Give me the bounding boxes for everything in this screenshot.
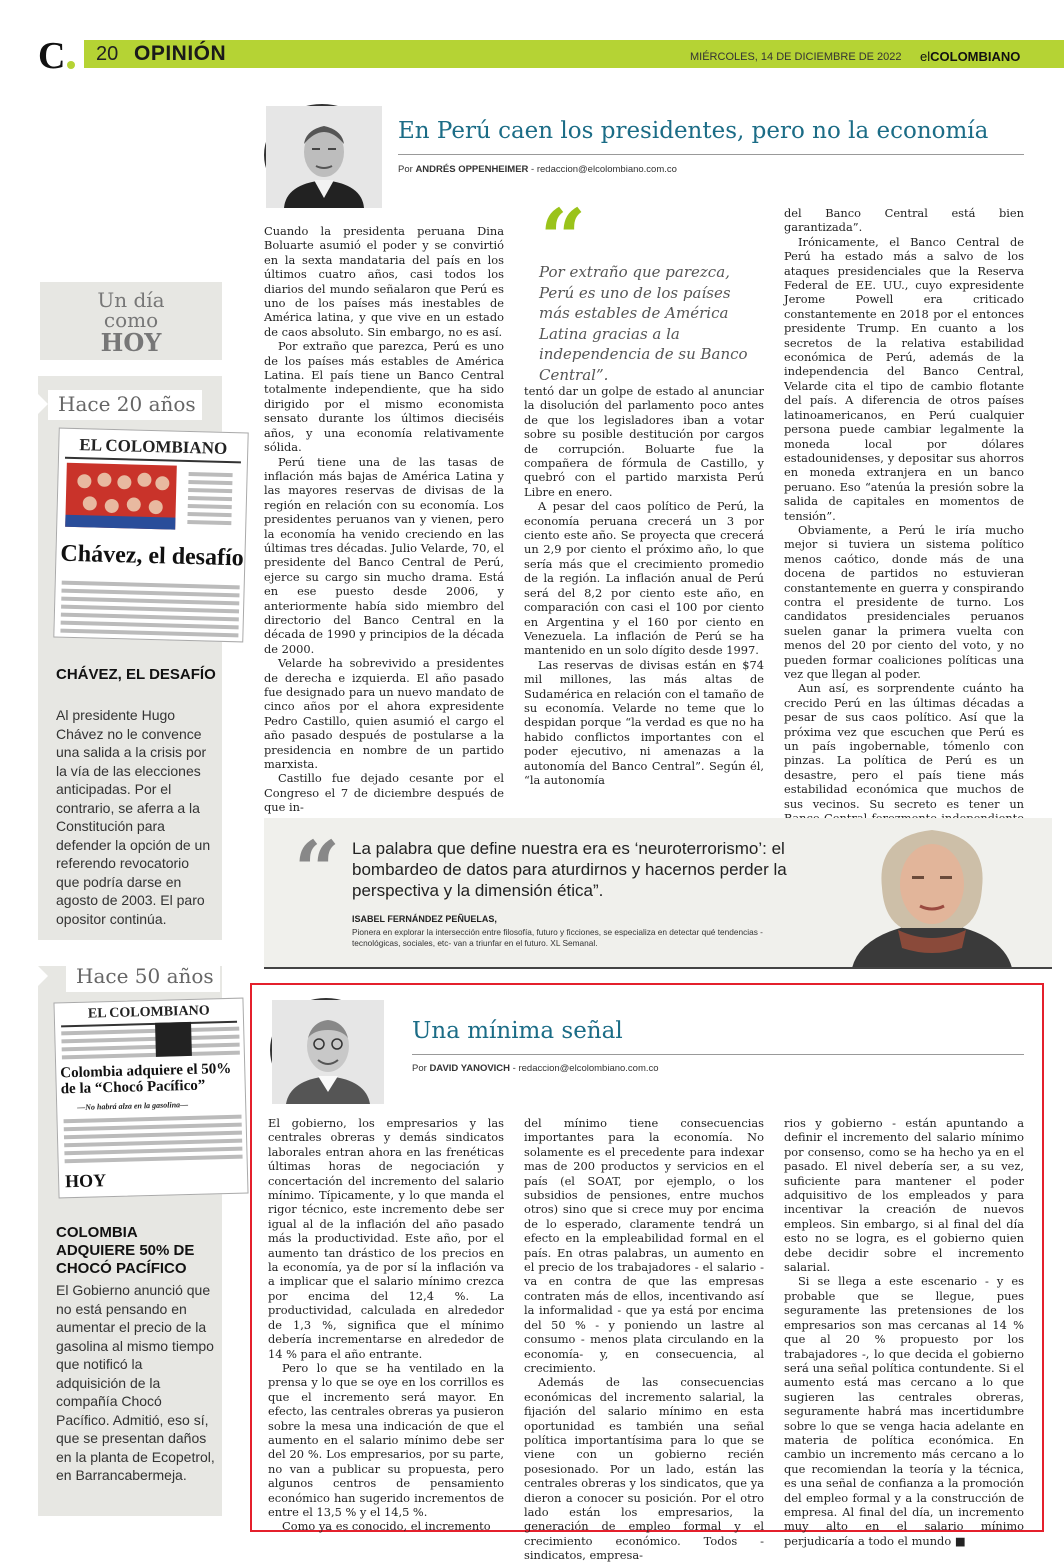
- author-photo: [264, 104, 380, 206]
- title-divider: [398, 154, 1024, 155]
- article-column-3: [784, 206, 1024, 811]
- author-portrait-icon: [266, 106, 382, 208]
- article-column-2: [524, 1116, 764, 1563]
- section-header-bar: [84, 40, 1064, 68]
- paragraph: Obviamente, a Perú le iría mucho mejor si tuviera un sistema político menos caótico, donde más de una docena de partidos no estuvieran constantemente en guerra y conspirando contra el presidente de turno. Los candidatos presidenciales peruanos suelen ganar la primera vuelta con menos del 20 por ciento del voto, y no pueden formar coaliciones políticas una vez que llegan al poder.: [784, 522, 1024, 681]
- paragraph: El gobierno, los empresarios y las centrales obreras y demás sindicatos laborales entran ahora en las frenéticas últimas horas de negociación y concertación del incremento del salario mínimo. Típicamente, y lo que manda el rigor técnico, este incremento debe ser igual al de la inflación del año pasado más la productividad. Este año, por el aumento tan drástico de los precios en la economía, ya de por sí la inflación va a implicar que el salario mínimo crezca por encima del 12,4 %. La productividad, calculada en alrededor de 1,3 %, significa que el mínimo debería incrementarse en alrededor de 14 % para el año entrante.: [268, 1116, 504, 1361]
- paragraph: Aun así, es sorprendente cuánto ha crecido Perú en las últimas décadas a pesar de sus caos político. Así que la próxima vez que escuchen que Perú es un país ingobernable, tómenlo con pinzas. La política de Perú es un desastre, pero el país tiene más estabilidad económica que muchos de sus vecinos. Su secreto es tener un: [784, 681, 1024, 811]
- author-email: - redaccion@elcolombiano.com.co: [512, 1063, 659, 1074]
- quote-author-description: Pionera en explorar la intersección entre filosofía, futuro y ficciones, se especializa en detectar qué tendencias -tecnológicas, sociales, etc- van a triunfar en el futuro. XL Semanal.: [352, 927, 763, 948]
- article-byline: [412, 1063, 659, 1074]
- sidebar-tab-20-years: Hace 20 años: [48, 390, 202, 420]
- paragraph: rios y gobierno - están apuntando a definir el incremento del salario mínimo por consenso, como se ha hecho ya en el pasado. El nivel debería ser, a su vez, suficiente para mantener el poder adquisitivo de los empleados y para incentivar la creación de nuevos empleos. Sin embargo, si al final del día esto no se logra, es el gobierno quien debe decidir sobre el incremento salarial.: [784, 1116, 1024, 1275]
- quote-author-photo: [812, 818, 1052, 968]
- paragraph: Castillo fue dejado cesante por el Congreso el 7 de diciembre después de que in-: [264, 771, 504, 815]
- clipping-corner-label: HOY: [64, 1170, 107, 1192]
- article-title: En Perú caen los presidentes, pero no la economía: [398, 118, 989, 144]
- newspaper-clipping-1972: [53, 998, 248, 1199]
- byline-prefix: Por: [412, 1063, 427, 1074]
- sidebar-item-body: El Gobierno anunció que no está pensando en aumentar el precio de la gasolina al mismo tiempo que notificó la adquisición de la compañía Chocó Pacífico. Admitió, eso sí, que se presentan daños en la planta de Ecopetrol, en Barrancabermeja.: [56, 1282, 215, 1483]
- sidebar-item-title: COLOMBIA ADQUIERE 50% DE CHOCÓ PACÍFICO: [56, 1224, 195, 1277]
- byline-prefix: Por: [398, 164, 413, 175]
- author-photo: [270, 998, 382, 1102]
- quote-box-divider: [264, 967, 1052, 969]
- paragraph: Perú tiene una de las tasas de inflación más bajas de América Latina y las mayores reservas de divisas de la región en relación con su economía. Los presidentes peruanos van y vienen, pero la economía ha venido creciendo en las últimas tres décadas. Julio Velarde, 70, el presidente del Banco Central de Perú, ejerce su cargo sin mucho drama. Está en ese puesto desde 2006, y anteriormente había sido miembro del directorio del Banco Central en la década de 1990 y principios de la década de 2000.: [264, 454, 504, 656]
- title-divider: [412, 1054, 1024, 1055]
- section-title: OPINIÓN: [134, 42, 227, 65]
- clipping-headline: Colombia adquiere el 50% de la “Chocó Pacífico”: [60, 1060, 232, 1098]
- quote-mark-icon: “: [540, 191, 587, 285]
- article-column-3: [784, 1116, 1024, 1548]
- sidebar-heading-line3: HOY: [100, 328, 162, 357]
- article-title: Una mínima señal: [412, 1018, 623, 1044]
- paragraph: Por extraño que parezca, Perú es uno de los países más estables de América Latina. El país tiene un Banco Central totalmente independiente, que ha sido dirigido por el mismo economista sensato durante los últimos dieciséis años, y una economía relativamente sólida.: [264, 339, 504, 455]
- author-name: ANDRÉS OPPENHEIMER: [415, 164, 529, 175]
- sidebar-tab-50-years: Hace 50 años: [66, 962, 220, 992]
- article-byline: [398, 164, 677, 175]
- quote-author: ISABEL FERNÁNDEZ PEÑUELAS,: [352, 914, 497, 924]
- elcolombiano-logo-icon: [38, 35, 78, 77]
- tab-notch-icon: [38, 966, 48, 986]
- brand-name: elCOLOMBIANO: [920, 49, 1021, 64]
- sidebar-heading: [40, 282, 222, 360]
- issue-date: MIÉRCOLES, 14 DE DICIEMBRE DE 2022: [690, 51, 902, 63]
- paragraph: Además de las consecuencias económicas del incremento salarial, la fijación del salario mínimo en esta oportunidad es también una señal política importantísima para lo que se viene con un gobierno recién posesionado. Por un lado, están las centrales obreras y los sindicatos, que ya dieron a conocer su posición. Por el otro lado están los empresarios, la generación de empleo formal y el crecimiento económico. Todos - sindicatos, empresa-: [524, 1375, 764, 1563]
- logo-letter: C: [38, 35, 66, 77]
- article-column-1: [264, 224, 504, 815]
- tab-notch-icon: [38, 394, 48, 414]
- featured-quote-text: La palabra que define nuestra era es ‘neuroterrorismo’: el bombardeo de datos para aturdirnos y hacernos perder la perspectiva y la dimensión ética”.: [352, 839, 787, 900]
- clipping-masthead: EL COLOMBIANO: [79, 435, 228, 458]
- author-name: DAVID YANOVICH: [429, 1063, 511, 1074]
- article-column-2: [524, 384, 764, 798]
- author-portrait-icon: [272, 1000, 384, 1104]
- clipping-photo-icon: [155, 1022, 192, 1057]
- author-email: - redaccion@elcolombiano.com.co: [531, 164, 677, 175]
- pull-quote: Por extraño que parezca, Perú es uno de los países más estables de América Latina gracias a la independencia de su Banco Central”.: [539, 263, 748, 384]
- paragraph: Velarde ha sobrevivido a presidentes de derecha e izquierda. El año pasado fue designado para un nuevo mandato de cinco años por el ahora expresidente Pedro Castillo, quien asumió el cargo el año pasado después de postularse a la presidencia en nombre de un partido marxista.: [264, 656, 504, 772]
- paragraph: Cuando la presidenta peruana Dina Boluarte asumió el poder y se convirtió en la sexta mandataria del país en los últimos cuatro años, casi todos los diarios del mundo señalaron que Perú es uno de los países más inestables de América latina, y que vive en un estado de caos absoluto. Sin embargo, no es así.: [264, 224, 504, 339]
- paragraph: Pero lo que se ha ventilado en la prensa y lo que se oye en los corrillos es que el incremento será mayor. En efecto, las centrales obreras ya pusieron sobre la mesa una indicación de que el aumento en el salario mínimo debe ser del 20 %. Los empresarios, por su parte, no van a publicar su propuesta, pero algunos centros de pensamiento económico han sugerido incrementos de entre el 13,5 % y el 14,5 %.: [268, 1360, 504, 1519]
- clipping-headline: Chávez, el desafío: [60, 540, 245, 572]
- sidebar-heading-line1: Un día: [97, 288, 165, 312]
- clipping-masthead: EL COLOMBIANO: [87, 1003, 210, 1022]
- sidebar-item-title: CHÁVEZ, EL DESAFÍO: [56, 666, 216, 683]
- paragraph: del Banco Central está bien garantizada”.: [784, 206, 1024, 235]
- paragraph: A pesar del caos político de Perú, la economía peruana crecerá un 3 por ciento este año. Se proyecta que crecerá un 2,9 por ciento el próximo año, lo que sería más que el crecimiento promedio de la región. La inflación anual de Perú será del 8,2 por ciento este año, en comparación con casi el 100 por ciento en Argentina y el 160 por ciento en Venezuela. La inflación de Perú se ha mantenido en un solo dígito desde 1997.: [524, 499, 764, 658]
- paragraph: Como ya es conocido, el incremento: [282, 1519, 491, 1534]
- page-number: 20: [96, 43, 119, 65]
- woman-portrait-icon: [812, 818, 1052, 968]
- quote-mark-icon: “: [294, 823, 341, 917]
- paragraph: Si se llega a este escenario - y es probable que se llegue, pues seguramente las pretensiones de los empresarios son mas cercanas al 14 % que al 20 % propuesto por los trabajadores -, lo que decida el gobierno será una señal política contundente. Si el aumento está mas cercano a lo que sugieren las centrales obreras, seguramente habrá mas incertidumbre sobre lo que se venga hacia adelante en materia de política económica. En cambio un incremento más cercano a lo que recomiendan la teoría y la técnica, es una señal de confianza a la promoción del empleo formal y a la construcción de empresa. Al final del día, un incremento muy alto en el salario mínimo perjudicaría a todo el mundo ■: [784, 1274, 1024, 1548]
- sidebar-item-body: Al presidente Hugo Chávez no le convence una salida a la crisis por la vía de las elecciones anticipadas. Por el contrario, se aferra a la Constitución para defender la opción de un referendo revocatorio que podría darse en agosto de 2003. El paro opositor continúa.: [56, 707, 211, 927]
- newspaper-clipping-2002: [53, 428, 248, 643]
- clipping-photo-icon: [65, 463, 177, 530]
- clipping-subhead: —No habrá alza en la gasolina—: [77, 1100, 189, 1112]
- paragraph: tentó dar un golpe de estado al anunciar la disolución del parlamento poco antes de que los legisladores iban a votar sobre su posible destitución por cargos de corrupción. Boluarte fue la compañera de fórmula de Castillo, y quebró con el partido marxista Perú Libre en enero.: [524, 384, 764, 499]
- paragraph: Las reservas de divisas están en $74 mil millones, las más altas de Sudamérica en relación con el tamaño de su economía. Velarde no teme que lo despidan porque “la verdad es que no ha habido conflictos importantes con el poder ejecutivo, ni amenazas a la autonomía del Banco Central”. Según él, “la autonomía: [524, 657, 764, 787]
- sidebar-heading-line2: como: [103, 308, 159, 332]
- paragraph: del mínimo tiene consecuencias importantes para la economía. No solamente es el precedente para indexar mas de 200 productos y servicios en el país (el SOAT, por ejemplo, o los subsidios de pensiones, entre muchos otros) sino que si crece muy por encima de lo esperado, claramente tendrá un efecto en la empleabilidad formal en el país. En otras palabras, un aumento en el precio de los trabajadores - el salario - va en contra de que las empresas contraten más de ellos, incentivando así la informalidad - que ya está por encima del 50 % - y poniendo un lastre al consumo - menos plata circulando en la economía- y, en consecuencia, al crecimiento.: [524, 1116, 764, 1375]
- article-column-1: [268, 1116, 504, 1534]
- paragraph: Irónicamente, el Banco Central de Perú ha estado más a salvo de los ataques presidenciales que la Reserva Federal de EE. UU., cuyo expresidente Jerome Powell era criticado constantemente en 2018 por el entonces presidente Trump. En cuanto a los secretos de la relativa estabilidad económica de Perú, además de la independencia del Banco Central, Velarde cita el tipo de cambio flotante del país. A diferencia de otros países latinoamericanos, en Perú cualquier persona puede cambiar legalmente la moneda local por dólares estadounidenses, y depositar sus ahorros en moneda extranjera en un banco peruano. Eso “atenúa la presión sobre la salida de capitales en momentos de tensión”.: [784, 234, 1024, 523]
